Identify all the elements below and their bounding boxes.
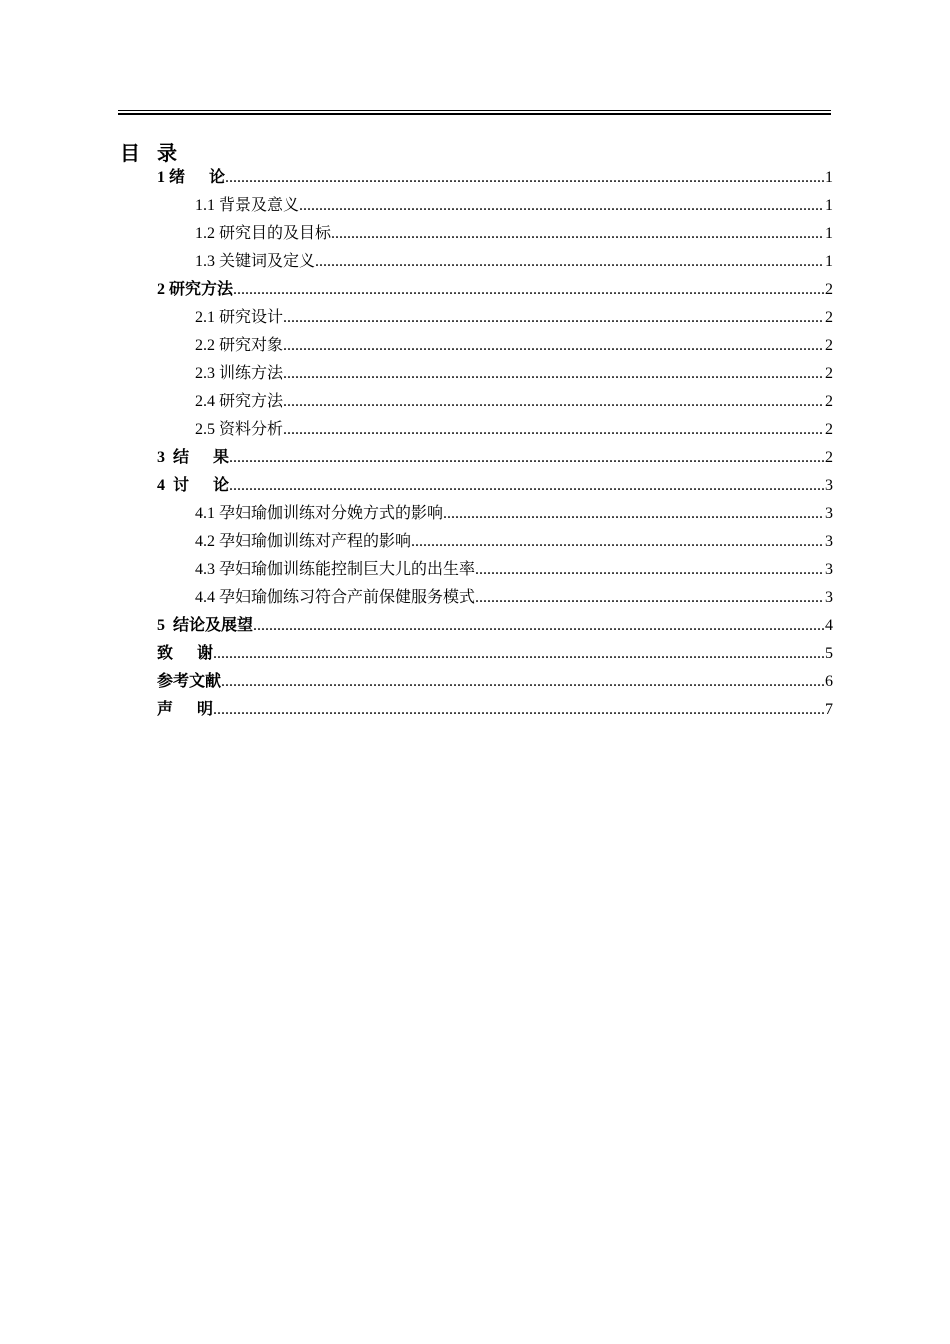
toc-entry-page: 3 (825, 561, 833, 578)
toc-entry[interactable] (195, 304, 833, 332)
toc-dot-leader (299, 192, 824, 220)
toc-entry-label: 3 结 果 (157, 449, 230, 466)
toc-dot-leader (229, 444, 824, 472)
toc-entry[interactable] (195, 388, 833, 416)
toc-entry[interactable] (157, 472, 833, 500)
toc-entry-page: 1 (825, 169, 833, 186)
toc-entry-page: 3 (825, 505, 833, 522)
toc-entry-label: 致 谢 (157, 645, 214, 662)
toc-entry-label: 4.3 孕妇瑜伽训练能控制巨大儿的出生率 (195, 561, 476, 578)
toc-entry[interactable] (195, 528, 833, 556)
toc-dot-leader (213, 640, 824, 668)
toc-dot-leader (283, 304, 824, 332)
toc-entry-label: 2.2 研究对象 (195, 337, 284, 354)
toc-dot-leader (221, 668, 824, 696)
toc-dot-leader (475, 584, 824, 612)
toc-entry[interactable] (157, 696, 833, 724)
toc-entry-label: 4.1 孕妇瑜伽训练对分娩方式的影响 (195, 505, 444, 522)
toc-dot-leader (253, 612, 824, 640)
toc-entry[interactable] (195, 584, 833, 612)
toc-list (0, 164, 950, 724)
toc-dot-leader (283, 332, 824, 360)
toc-dot-leader (233, 276, 824, 304)
toc-entry-page: 2 (825, 281, 833, 298)
toc-entry-page: 2 (825, 393, 833, 410)
toc-entry[interactable] (195, 500, 833, 528)
toc-entry-page: 1 (825, 225, 833, 242)
toc-entry-label: 2.5 资料分析 (195, 421, 284, 438)
toc-dot-leader (443, 500, 824, 528)
toc-entry[interactable] (195, 556, 833, 584)
toc-entry-label: 参考文献 (157, 673, 222, 690)
toc-entry-page: 6 (825, 673, 833, 690)
toc-entry-label: 5 结论及展望 (157, 617, 254, 634)
toc-dot-leader (475, 556, 824, 584)
toc-entry-page: 7 (825, 701, 833, 718)
toc-entry-page: 2 (825, 449, 833, 466)
toc-dot-leader (283, 416, 824, 444)
toc-entry-page: 2 (825, 365, 833, 382)
toc-entry-label: 声 明 (157, 701, 214, 718)
toc-entry-label: 1.1 背景及意义 (195, 197, 300, 214)
toc-entry-page: 2 (825, 337, 833, 354)
toc-dot-leader (411, 528, 824, 556)
toc-entry[interactable] (195, 192, 833, 220)
toc-entry-label: 4 讨 论 (157, 477, 230, 494)
toc-entry-page: 3 (825, 589, 833, 606)
toc-title: 目 录 (120, 143, 183, 165)
toc-dot-leader (283, 360, 824, 388)
toc-dot-leader (331, 220, 824, 248)
toc-entry[interactable] (195, 248, 833, 276)
toc-entry[interactable] (157, 164, 833, 192)
toc-entry-label: 4.4 孕妇瑜伽练习符合产前保健服务模式 (195, 589, 476, 606)
toc-dot-leader (229, 472, 824, 500)
toc-entry[interactable] (195, 360, 833, 388)
toc-entry[interactable] (157, 668, 833, 696)
toc-dot-leader (315, 248, 824, 276)
toc-entry[interactable] (157, 612, 833, 640)
toc-entry-label: 2.1 研究设计 (195, 309, 284, 326)
toc-entry-label: 2.4 研究方法 (195, 393, 284, 410)
header-rule-top (118, 110, 831, 111)
toc-entry-page: 3 (825, 533, 833, 550)
toc-entry-page: 1 (825, 197, 833, 214)
toc-entry-label: 1.2 研究目的及目标 (195, 225, 332, 242)
toc-entry-label: 2 研究方法 (157, 281, 234, 298)
toc-dot-leader (283, 388, 824, 416)
toc-dot-leader (225, 164, 824, 192)
toc-entry-page: 3 (825, 477, 833, 494)
toc-entry-page: 5 (825, 645, 833, 662)
toc-entry-page: 4 (825, 617, 833, 634)
toc-entry-page: 2 (825, 309, 833, 326)
toc-dot-leader (213, 696, 824, 724)
toc-entry-page: 2 (825, 421, 833, 438)
toc-entry-label: 4.2 孕妇瑜伽训练对产程的影响 (195, 533, 412, 550)
toc-entry[interactable] (195, 220, 833, 248)
toc-entry-label: 2.3 训练方法 (195, 365, 284, 382)
toc-entry[interactable] (195, 332, 833, 360)
toc-entry[interactable] (157, 444, 833, 472)
toc-entry-page: 1 (825, 253, 833, 270)
toc-entry[interactable] (157, 276, 833, 304)
toc-entry[interactable] (195, 416, 833, 444)
toc-entry-label: 1.3 关键词及定义 (195, 253, 316, 270)
header-rule-bottom (118, 113, 831, 115)
toc-entry-label: 1 绪 论 (157, 169, 226, 186)
toc-entry[interactable] (157, 640, 833, 668)
